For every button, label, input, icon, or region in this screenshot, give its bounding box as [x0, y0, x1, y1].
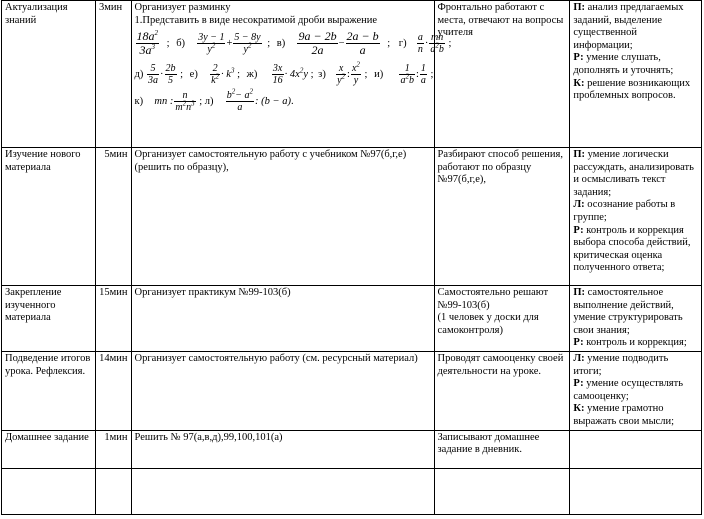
time-cell: 1мин — [96, 430, 132, 468]
teacher-line: Организует разминку — [134, 2, 231, 13]
teacher-activity-cell: Организует практикум №99-103(б) — [131, 286, 434, 352]
lesson-plan-table — [1, 0, 702, 515]
teacher-activity-cell: Решить № 97(а,в,д),99,100,101(а) — [131, 430, 434, 468]
table-row — [2, 148, 702, 286]
expr-d: $\frac{5}{3a}$ — [148, 63, 158, 87]
table-row — [2, 351, 702, 430]
stage-cell: Домашнее задание — [2, 430, 96, 468]
uud-cell — [570, 430, 702, 468]
math-line-1: $\frac{18a^2}{3a^3}$ ; б) $\frac{3y - 1}{y^2}$ + $\frac{5 - 8y}{y^2}$ ; в) $\frac{9a - 2b}{2a}$ − $\frac{2a - b}{a}$ ; г) $\frac{a}{n}$ · $\frac{mn}{a^2b}$ ; — [136, 29, 452, 58]
expr-a: $\frac{18a^2}{3a^3}$ — [136, 29, 159, 58]
empty-cell — [2, 468, 96, 514]
expr-i: $\frac{1}{a^2b}$ — [400, 63, 414, 87]
empty-cell — [570, 468, 702, 514]
uud-cell: Л: умение подводить итоги; Р: умение осуществлять самооценку; К: умение грамотно выражать свои мысли; — [570, 351, 702, 430]
math-line-3: к) mn : $\frac{n}{m^2n^3}$ ; л) $\frac{b^2- a^2}{a}$ : (b − a). — [134, 87, 294, 114]
expr-z: $\frac{x}{y^2}$ — [337, 63, 346, 87]
expr-k: mn : — [154, 96, 174, 108]
expr-b: $\frac{3y - 1}{y^2}$ — [198, 32, 225, 56]
students-activity-cell: Фронтально работают с места, отвечают на вопросы учителя — [434, 1, 570, 148]
stage-cell: Актуализация знаний — [2, 1, 96, 148]
time-cell: 14мин — [96, 351, 132, 430]
expr-zh: $\frac{3x}{16}$ — [272, 63, 283, 87]
stage-cell: Закрепление изученного материала — [2, 286, 96, 352]
uud-cell: П: самостоятельное выполнение действий, умение структурировать свои знания; Р: контроль и коррекция; — [570, 286, 702, 352]
stage-cell: Подведение итогов урока. Рефлексия. — [2, 351, 96, 430]
expr-l: $\frac{b^2- a^2}{a}$ — [226, 87, 253, 114]
students-activity-cell: Проводят самооценку своей деятельности на уроке. — [434, 351, 570, 430]
table-row — [2, 1, 702, 148]
teacher-line: 1.Представить в виде несократимой дроби выражение — [134, 14, 378, 26]
teacher-activity-cell: Организует самостоятельную работу с учебником №97(б,г,е) (решить по образцу), — [131, 148, 434, 286]
teacher-activity-cell: Организует самостоятельную работу (см. ресурсный материал) — [131, 351, 434, 430]
time-cell: 15мин — [96, 286, 132, 352]
time-cell: 5мин — [96, 148, 132, 286]
time-cell: 3мин — [96, 1, 132, 148]
students-activity-cell: Записывают домашнее задание в дневник. — [434, 430, 570, 468]
empty-cell — [96, 468, 132, 514]
expr-g: $\frac{a}{n}$ — [417, 32, 423, 56]
students-activity-cell: Разбирают способ решения, работают по образцу №97(б,г,е), — [434, 148, 570, 286]
empty-cell — [131, 468, 434, 514]
table-row — [2, 286, 702, 352]
math-line-2: д) $\frac{5}{3a}$ · $\frac{2b}{5}$ ; е) $\frac{2}{k^2}$ · $k^3$ ; ж) $\frac{3x}{16}$ · $4x^2y$ ; з) $\frac{x}{y^2}$ : $\frac{x^2}{y}$ ; и) $\frac{1}{a^2b}$ : $\frac{1}{a}$ ; — [134, 60, 434, 87]
uud-cell: П: анализ предлагаемых заданий, выделение существенной информации; Р: умение слушать, дополнять и уточнять; К: решение возникающих проблемных вопросов. — [570, 1, 702, 148]
empty-cell — [434, 468, 570, 514]
expr-v: $\frac{9a - 2b}{2a}$ — [298, 29, 337, 58]
expr-e: $\frac{2}{k^2}$ — [211, 63, 220, 87]
stage-cell: Изучение нового материала — [2, 148, 96, 286]
uud-cell: П: умение логически рассуждать, анализировать и осмысливать текст задания; Л: осознание работы в группе; Р: контроль и коррекция выбора способа действий, критическая оценка полученного ответа; — [570, 148, 702, 286]
students-activity-cell: Самостоятельно решают №99-103(б) (1 человек у доски для самоконтроля) — [434, 286, 570, 352]
teacher-activity-cell — [131, 1, 452, 148]
table-row — [2, 468, 702, 514]
table-row — [2, 430, 702, 468]
